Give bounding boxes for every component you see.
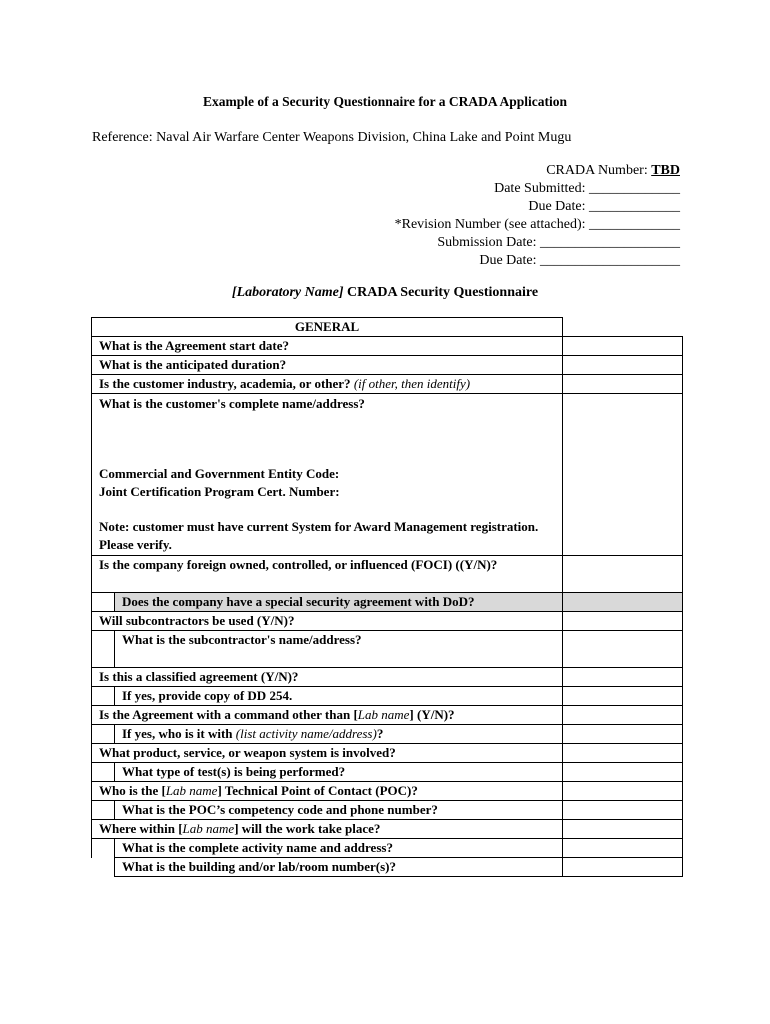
question-industry — [92, 375, 563, 394]
question-where-pre: Where within [ — [99, 821, 183, 836]
table-row — [92, 356, 683, 375]
question-who-pre: If yes, who is it with — [122, 726, 236, 741]
table-row — [92, 725, 683, 744]
security-questionnaire-table — [91, 317, 683, 877]
table-row — [92, 801, 683, 820]
question-classified: Is this a classified agreement (Y/N)? — [92, 668, 563, 687]
question-activity: What is the complete activity name and address? — [115, 839, 563, 858]
due-date-value: _____________ — [589, 199, 680, 214]
table-row — [92, 318, 683, 337]
table-row — [92, 593, 683, 612]
question-cage-code: Commercial and Government Entity Code: — [99, 466, 340, 481]
due-date-2-field — [479, 253, 680, 269]
answer-duration[interactable] — [563, 356, 683, 375]
answer-who[interactable] — [563, 725, 683, 744]
table-row — [92, 706, 683, 725]
answer-special-agreement[interactable] — [563, 593, 683, 612]
table-row — [92, 668, 683, 687]
table-row — [92, 556, 683, 593]
revision-number-label: *Revision Number (see attached): — [394, 217, 586, 232]
submission-date-value: ____________________ — [540, 235, 680, 250]
answer-activity[interactable] — [563, 839, 683, 858]
question-poc-pre: Who is the [ — [99, 783, 166, 798]
question-building: What is the building and/or lab/room number(s)? — [115, 858, 563, 877]
general-header: GENERAL — [92, 318, 563, 337]
questionnaire-title — [0, 285, 770, 301]
question-product: What product, service, or weapon system is involved? — [92, 744, 563, 763]
question-command-post: ] (Y/N)? — [409, 707, 455, 722]
submission-date-field — [437, 235, 680, 251]
date-submitted-label: Date Submitted: — [494, 181, 586, 196]
table-row — [92, 375, 683, 394]
table-row — [92, 394, 683, 556]
revision-number-field — [395, 217, 680, 233]
question-where-lab: Lab name — [182, 821, 235, 836]
question-special-agreement: Does the company have a special security agreement with DoD? — [115, 593, 563, 612]
answer-building[interactable] — [563, 858, 683, 877]
answer-tests[interactable] — [563, 763, 683, 782]
due-date-field — [528, 199, 680, 215]
question-jcp-number: Joint Certification Program Cert. Number: — [99, 484, 340, 499]
table-row — [92, 839, 683, 858]
answer-subcontractors[interactable] — [563, 612, 683, 631]
answer-industry[interactable] — [563, 375, 683, 394]
question-poc-post: ] Technical Point of Contact (POC)? — [217, 783, 418, 798]
due-date-2-label: Due Date: — [479, 253, 537, 268]
table-row — [92, 612, 683, 631]
due-date-label: Due Date: — [528, 199, 586, 214]
answer-where[interactable] — [563, 820, 683, 839]
question-where — [92, 820, 563, 839]
answer-poc[interactable] — [563, 782, 683, 801]
question-start-date: What is the Agreement start date? — [92, 337, 563, 356]
question-dd254: If yes, provide copy of DD 254. — [115, 687, 563, 706]
table-row — [92, 744, 683, 763]
document-title: Example of a Security Questionnaire for a CRADA Application — [202, 94, 567, 109]
answer-foci[interactable] — [563, 556, 683, 593]
question-tests: What type of test(s) is being performed? — [115, 763, 563, 782]
crada-number-value: TBD — [651, 163, 680, 178]
question-command — [92, 706, 563, 725]
question-sam-note: Note: customer must have current System for Award Management registration. Please verify. — [99, 519, 539, 552]
question-who-post: ? — [376, 726, 384, 741]
question-customer-block — [92, 394, 563, 556]
question-command-pre: Is the Agreement with a command other than [ — [99, 707, 358, 722]
question-who — [115, 725, 563, 744]
question-name-address: What is the customer's complete name/address? — [99, 396, 365, 411]
answer-customer-block[interactable] — [563, 394, 683, 556]
crada-number-field — [546, 163, 680, 179]
due-date-2-value: ____________________ — [540, 253, 680, 268]
table-row — [92, 782, 683, 801]
questionnaire-title-lab: [Laboratory Name] — [231, 285, 344, 300]
answer-classified[interactable] — [563, 668, 683, 687]
answer-start-date[interactable] — [563, 337, 683, 356]
date-submitted-value: _____________ — [589, 181, 680, 196]
answer-poc-code[interactable] — [563, 801, 683, 820]
question-industry-note: (if other, then identify) — [353, 376, 471, 391]
table-row — [92, 763, 683, 782]
date-submitted-field — [494, 181, 680, 197]
question-subcontractors: Will subcontractors be used (Y/N)? — [92, 612, 563, 631]
question-duration: What is the anticipated duration? — [92, 356, 563, 375]
answer-command[interactable] — [563, 706, 683, 725]
answer-sub-name[interactable] — [563, 631, 683, 668]
question-command-lab: Lab name — [357, 707, 410, 722]
submission-date-label: Submission Date: — [437, 235, 537, 250]
questionnaire-title-rest: CRADA Security Questionnaire — [343, 285, 539, 300]
table-row — [92, 820, 683, 839]
table-row — [92, 337, 683, 356]
answer-product[interactable] — [563, 744, 683, 763]
question-poc-code: What is the POC’s competency code and phone number? — [115, 801, 563, 820]
revision-number-value: _____________ — [589, 217, 680, 232]
question-where-post: ] will the work take place? — [234, 821, 381, 836]
reference-line: Reference: Naval Air Warfare Center Weapons Division, China Lake and Point Mugu — [92, 130, 572, 145]
table-row — [92, 631, 683, 668]
table-row — [92, 687, 683, 706]
table-row — [92, 858, 683, 877]
crada-number-label: CRADA Number: — [546, 163, 648, 178]
question-foci: Is the company foreign owned, controlled, or influenced (FOCI) ((Y/N)? — [92, 556, 563, 593]
question-who-italic: (list activity name/address) — [235, 726, 377, 741]
answer-dd254[interactable] — [563, 687, 683, 706]
question-poc — [92, 782, 563, 801]
question-industry-text: Is the customer industry, academia, or other? — [99, 376, 351, 391]
question-poc-lab: Lab name — [165, 783, 218, 798]
question-sub-name: What is the subcontractor's name/address? — [115, 631, 563, 668]
